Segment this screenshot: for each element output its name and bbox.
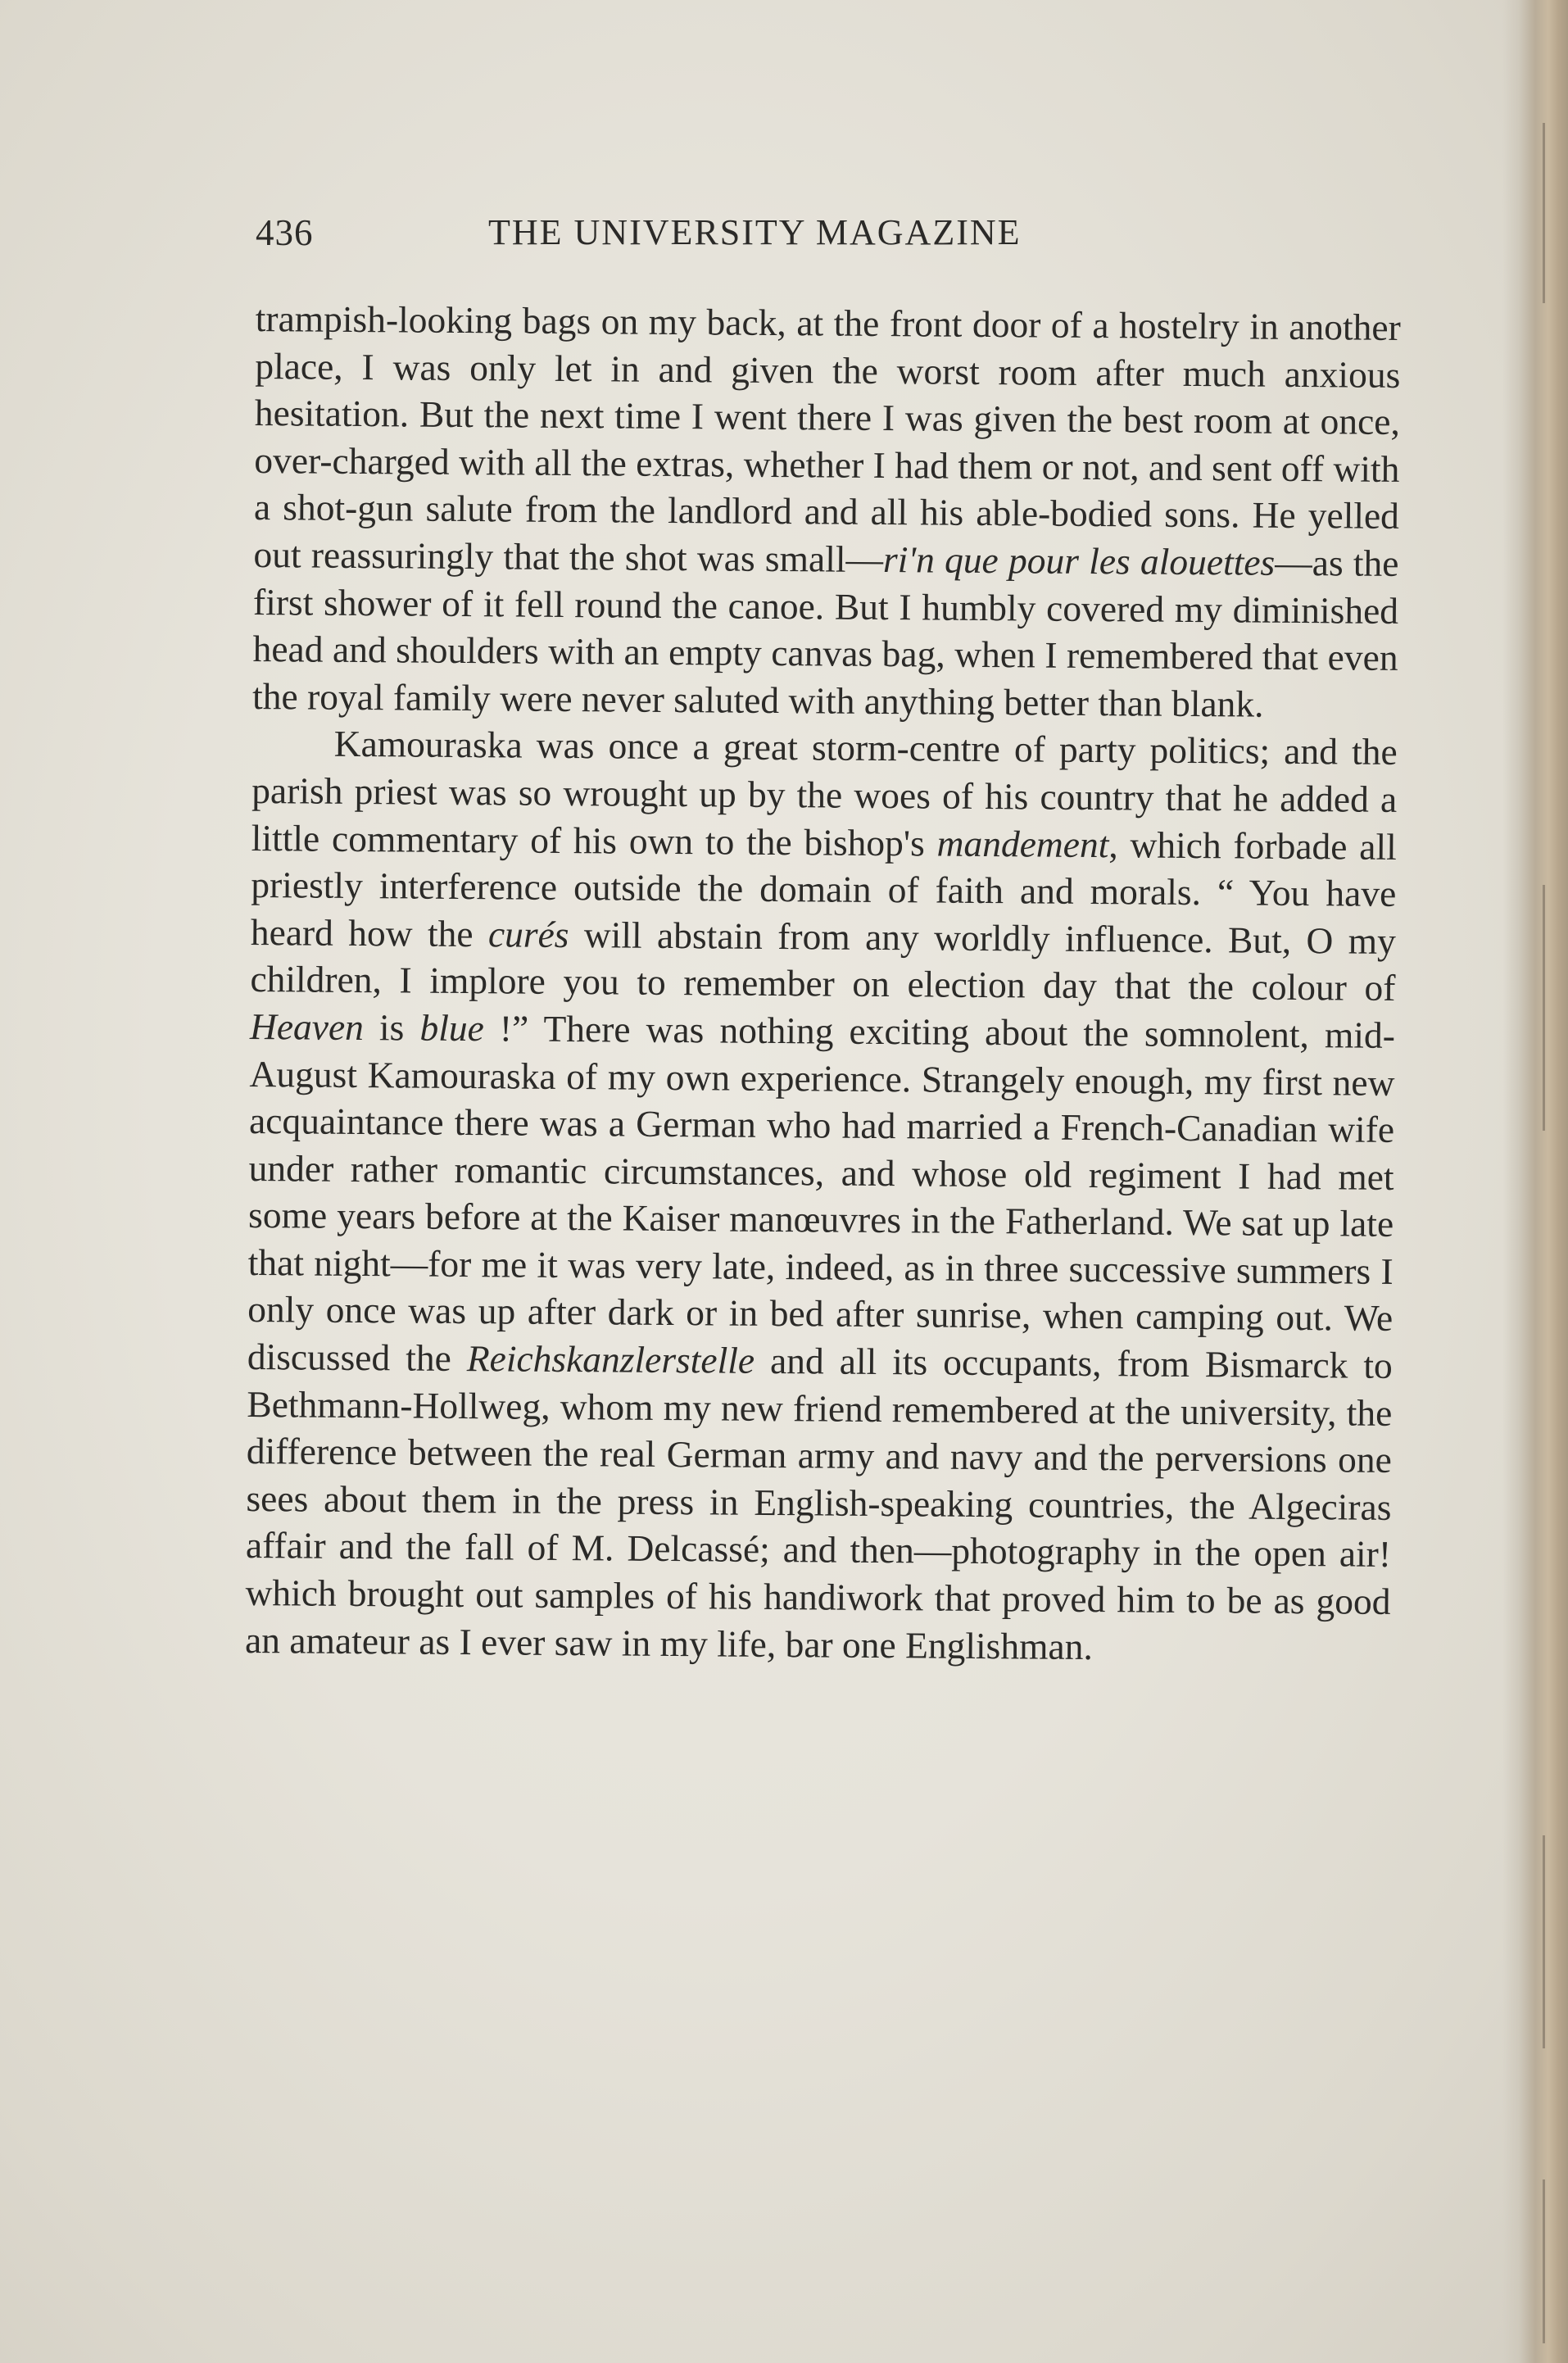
page-number: 436 (256, 212, 314, 253)
italic-word-blue: blue (419, 1006, 484, 1050)
edge-mark (1543, 885, 1545, 1131)
italic-word-heaven: Heaven (249, 1005, 365, 1048)
paragraph-1 (252, 295, 1401, 728)
edge-mark (1543, 123, 1545, 303)
text-run: will abstain from any worldly influence. But, O my children, I implore you to remember on election day that the colour of (250, 913, 1397, 1009)
text-run: trampish-looking bags on my back, at the front door of a hostelry in another place, I was only let in and given the worst room after much anxious hesitation. But the next time I went there I was given the best room at once, over-charged with all the extras, whether I had them or not, and sent off with a shot-gun salute from the landlord and all his able-bodied sons. He yelled out reassuringly that the shot was small— (253, 297, 1401, 580)
text-run: Kamouraska was once a great storm-centre of party politics; and the parish priest was so wrought up by the woes of his country that he added a little commentary of his own to the bishop's (251, 723, 1398, 864)
body-text (245, 295, 1401, 1672)
text-run: , which forbade all priestly interference outside the domain of faith and morals. “ You have heard how the (250, 823, 1397, 955)
page-edge-shadow (1502, 0, 1568, 2363)
text-run: and all its occupants, from Bismarck to Bethmann-Hollweg, whom my new friend remembered at the university, the difference between the real German army and navy and the perversions one sees about them in the press in English-speaking countries, the Algeciras affair and the fall of M. Delcassé; and then—photography in the open air! which brought out samples of his handiwork that proved him to be as good an amateur as I ever saw in my life, bar one Englishman. (244, 1339, 1393, 1667)
edge-mark (1543, 1835, 1545, 2048)
text-run: —as the first shower of it fell round the canoe. But I humbly covered my diminished head and shoulders with an empty canvas bag, when I remembered that even the royal family were never saluted with anything better than blank. (252, 541, 1399, 725)
edge-mark (1543, 2179, 1545, 2343)
text-run: is (363, 1005, 420, 1049)
italic-phrase: ri'n que pour les alouettes (882, 537, 1276, 583)
paragraph-2 (245, 719, 1398, 1672)
page-header (256, 211, 1386, 261)
running-title: THE UNIVERSITY MAGAZINE (488, 212, 1022, 252)
text-run: !” There was nothing exciting about the somnolent, mid-August Kamouraska of my own experience. Strangely enough, my first new acquaintance there was a German who had married a French-Canadian wife under rather romantic circumstances, and whose old regiment I had met some years before at the Kaiser manœuvres in the Fatherland. We sat up late that night—for me it was very late, indeed, as in three successive summers I only once was up after dark or in bed after sunrise, when camping out. We discussed the (247, 1007, 1396, 1380)
italic-word-cures: curés (487, 912, 569, 955)
italic-word-mandement: mandement (936, 822, 1109, 865)
italic-word-reichskanzlerstelle: Reichskanzlerstelle (466, 1337, 755, 1381)
